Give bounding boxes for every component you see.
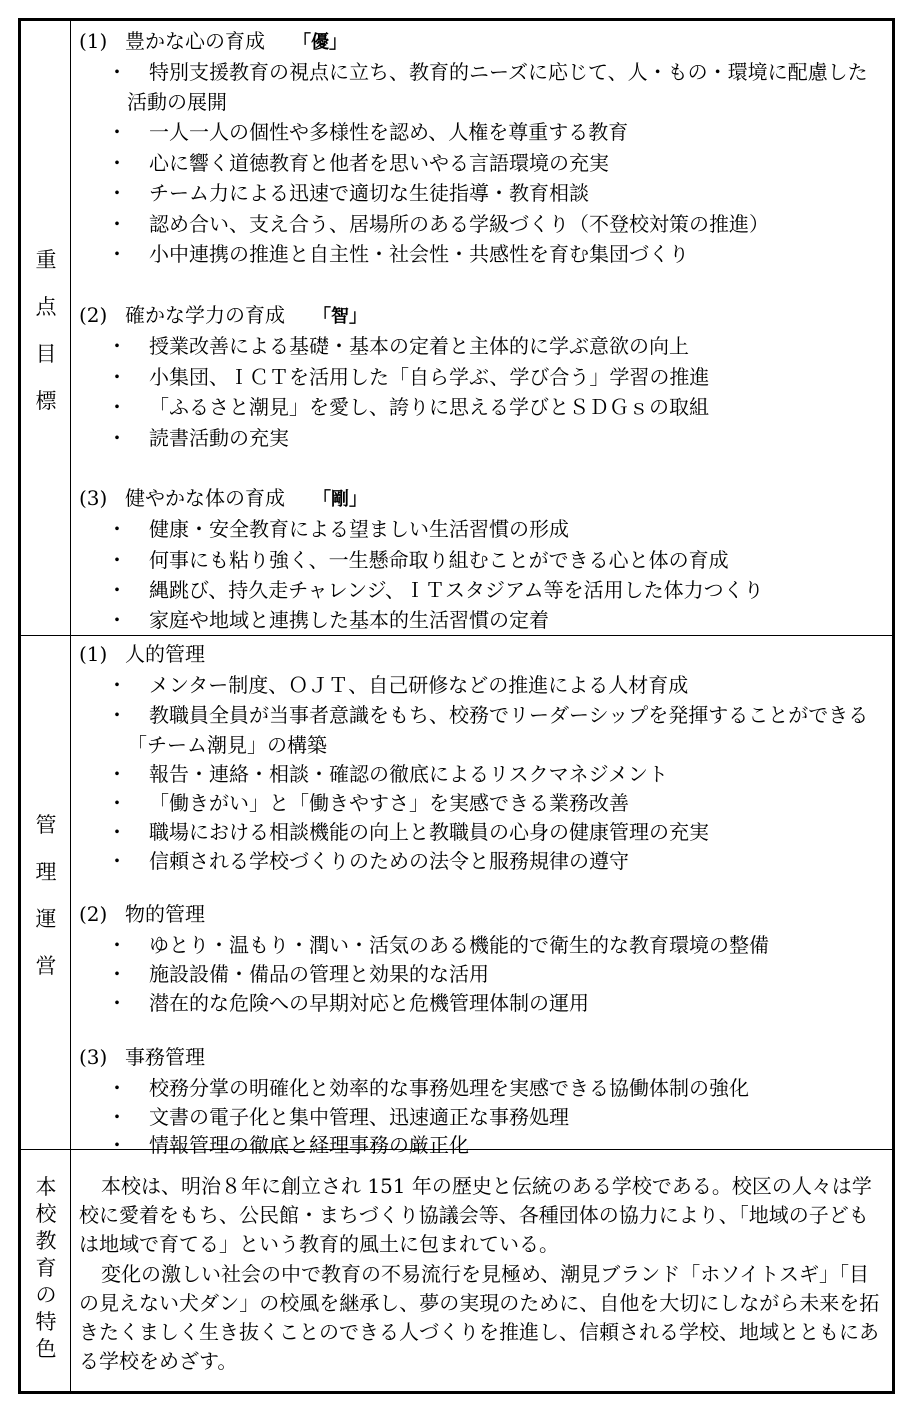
- section-number: (2): [79, 303, 108, 327]
- label-char: 重: [35, 248, 57, 272]
- item-text: 施設設備・備品の管理と効果的な活用: [149, 962, 489, 986]
- section-heading: [79, 1045, 892, 1069]
- bullet: ・: [107, 395, 127, 419]
- section-title: 豊かな心の育成: [125, 29, 265, 53]
- item-text: 授業改善による基礎・基本の定着と主体的に学ぶ意欲の向上: [149, 334, 689, 358]
- section-number: (3): [79, 486, 108, 510]
- item-text: 「ふるさと潮見」を愛し、誇りに思える学びとＳＤＧｓの取組: [149, 395, 709, 419]
- section-number: (1): [79, 29, 108, 53]
- item-text: 何事にも粘り強く、一生懸命取り組むことができる心と体の育成: [149, 548, 729, 572]
- list-item: [107, 759, 886, 789]
- bullet: ・: [107, 962, 127, 986]
- school-plan-table: [18, 18, 895, 1394]
- list-item: [107, 930, 886, 960]
- bullet: ・: [107, 1105, 127, 1129]
- bullet: ・: [107, 1133, 127, 1157]
- item-text: チーム力による迅速で適切な生徒指導・教育相談: [149, 181, 589, 205]
- section-title: 物的管理: [125, 902, 205, 926]
- bullet: ・: [107, 991, 127, 1015]
- priority-goals-label: [21, 237, 71, 425]
- list-item: [107, 846, 886, 876]
- label-char: 色: [35, 1337, 57, 1361]
- bullet: ・: [107, 673, 127, 697]
- list-item: [107, 178, 886, 208]
- bullet: ・: [107, 212, 127, 236]
- item-text: 健康・安全教育による望ましい生活習慣の形成: [149, 517, 569, 541]
- item-text: 家庭や地域と連携した基本的生活習慣の定着: [149, 608, 549, 632]
- features-paragraph: 変化の激しい社会の中で教育の不易流行を見極め、潮見ブランド「ホソイトスギ」「目の見えない犬ダン」の校風を継承し、夢の実現のために、自他を大切にしながら未来を拓きたくましく生き抜くことのできる人づくりを推進し、信頼される学校、地域とともにある学校をめざす。: [79, 1262, 880, 1373]
- bullet: ・: [107, 578, 127, 602]
- label-char: 育: [35, 1256, 57, 1280]
- item-text: 教職員全員が当事者意識をもち、校務でリーダーシップを発揮することができる「チーム潮見」の構築: [127, 703, 869, 757]
- label-char: 目: [35, 342, 57, 366]
- list-item: [107, 148, 886, 178]
- item-text: 小中連携の推進と自主性・社会性・共感性を育む集団づくり: [149, 242, 689, 266]
- bullet: ・: [107, 120, 127, 144]
- list-item: [107, 988, 886, 1018]
- bullet: ・: [107, 365, 127, 389]
- item-text: 一人一人の個性や多様性を認め、人権を尊重する教育: [149, 120, 629, 144]
- bullet: ・: [107, 426, 127, 450]
- list-item: [107, 670, 886, 700]
- school-features-label: [21, 1174, 71, 1363]
- list-item: [107, 392, 886, 422]
- section-heading: [79, 642, 892, 666]
- priority-goals-body: [71, 21, 892, 635]
- list-item: [107, 959, 886, 989]
- item-text: 縄跳び、持久走チャレンジ、ＩＴスタジアム等を活用した体力つくり: [149, 578, 764, 602]
- bullet: ・: [107, 820, 127, 844]
- school-features-body: [71, 1150, 892, 1391]
- bullet: ・: [107, 151, 127, 175]
- section-number: (3): [79, 1045, 108, 1069]
- item-text: 信頼される学校づくりのための法令と服務規律の遵守: [149, 849, 629, 873]
- list-item: [107, 331, 886, 361]
- features-paragraph: 本校は、明治８年に創立され 151 年の歴史と伝統のある学校である。校区の人々は学校に愛着をもち、公民館・まちづくり協議会等、各種団体の協力により、「地域の子どもは地域で育てる」という教育的風土に包まれている。: [79, 1174, 872, 1256]
- list-item: [107, 545, 886, 575]
- school-features-row: [21, 1149, 892, 1391]
- label-char: 教: [35, 1229, 57, 1253]
- section-mark: 「優」: [293, 32, 347, 53]
- bullet: ・: [107, 791, 127, 815]
- label-char: 点: [35, 295, 57, 319]
- section-heading: [79, 902, 892, 926]
- bullet: ・: [107, 849, 127, 873]
- section-heading: [79, 486, 892, 512]
- school-features-header: [21, 1150, 71, 1391]
- label-char: 特: [35, 1310, 57, 1334]
- list-item: [107, 575, 886, 605]
- list-item: [107, 605, 886, 635]
- section-title: 人的管理: [125, 642, 205, 666]
- section-number: (2): [79, 902, 108, 926]
- section-heading: [79, 29, 892, 55]
- item-text: 情報管理の徹底と経理事務の厳正化: [149, 1133, 469, 1157]
- list-item: [107, 788, 886, 818]
- list-item: [107, 1073, 886, 1103]
- bullet: ・: [107, 60, 127, 84]
- bullet: ・: [107, 181, 127, 205]
- bullet: ・: [107, 517, 127, 541]
- list-item: [107, 57, 886, 117]
- item-text: ゆとり・温もり・潤い・活気のある機能的で衛生的な教育環境の整備: [149, 933, 769, 957]
- item-text: 小集団、ＩＣＴを活用した「自ら学ぶ、学び合う」学習の推進: [149, 365, 710, 389]
- bullet: ・: [107, 242, 127, 266]
- bullet: ・: [107, 334, 127, 358]
- label-char: 運: [35, 907, 57, 931]
- list-item: [107, 700, 886, 760]
- list-item: [107, 209, 886, 239]
- label-char: 標: [35, 389, 57, 413]
- item-text: 認め合い、支え合う、居場所のある学級づくり（不登校対策の推進）: [149, 212, 769, 236]
- item-text: 心に響く道徳教育と他者を思いやる言語環境の充実: [149, 151, 609, 175]
- management-body: [71, 636, 892, 1157]
- section-mark: 「剛」: [313, 489, 367, 510]
- label-char: 営: [35, 954, 57, 978]
- item-text: 校務分掌の明確化と効率的な事務処理を実感できる協働体制の強化: [149, 1076, 749, 1100]
- label-char: の: [35, 1283, 57, 1307]
- label-char: 校: [35, 1202, 57, 1226]
- item-text: 報告・連絡・相談・確認の徹底によるリスクマネジメント: [149, 762, 668, 786]
- section-heading: [79, 303, 892, 329]
- list-item: [107, 1102, 886, 1132]
- section-title: 確かな学力の育成: [125, 303, 285, 327]
- priority-goals-header: [21, 21, 71, 635]
- item-text: 職場における相談機能の向上と教職員の心身の健康管理の充実: [149, 820, 709, 844]
- item-text: 潜在的な危険への早期対応と危機管理体制の運用: [149, 991, 589, 1015]
- bullet: ・: [107, 933, 127, 957]
- bullet: ・: [107, 1076, 127, 1100]
- bullet: ・: [107, 548, 127, 572]
- label-char: 管: [35, 813, 57, 837]
- item-text: 読書活動の充実: [149, 426, 289, 450]
- list-item: [107, 239, 886, 269]
- priority-goals-row: [21, 21, 892, 635]
- list-item: [107, 117, 886, 147]
- list-item: [107, 514, 886, 544]
- section-title: 健やかな体の育成: [125, 486, 285, 510]
- list-item: [107, 423, 886, 453]
- bullet: ・: [107, 762, 127, 786]
- item-text: 文書の電子化と集中管理、迅速適正な事務処理: [149, 1105, 569, 1129]
- label-char: 本: [35, 1175, 57, 1199]
- section-title: 事務管理: [125, 1045, 205, 1069]
- section-number: (1): [79, 642, 108, 666]
- list-item: [107, 362, 886, 392]
- section-mark: 「智」: [313, 306, 367, 327]
- bullet: ・: [107, 608, 127, 632]
- item-text: 特別支援教育の視点に立ち、教育的ニーズに応じて、人・もの・環境に配慮した活動の展開: [127, 60, 868, 114]
- label-char: 理: [35, 860, 57, 884]
- management-header: [21, 636, 71, 1149]
- item-text: 「働きがい」と「働きやすさ」を実感できる業務改善: [149, 791, 629, 815]
- bullet: ・: [107, 703, 127, 727]
- list-item: [107, 817, 886, 847]
- management-row: [21, 635, 892, 1157]
- management-label: [21, 802, 71, 990]
- item-text: メンター制度、ＯＪＴ、自己研修などの推進による人材育成: [149, 673, 689, 697]
